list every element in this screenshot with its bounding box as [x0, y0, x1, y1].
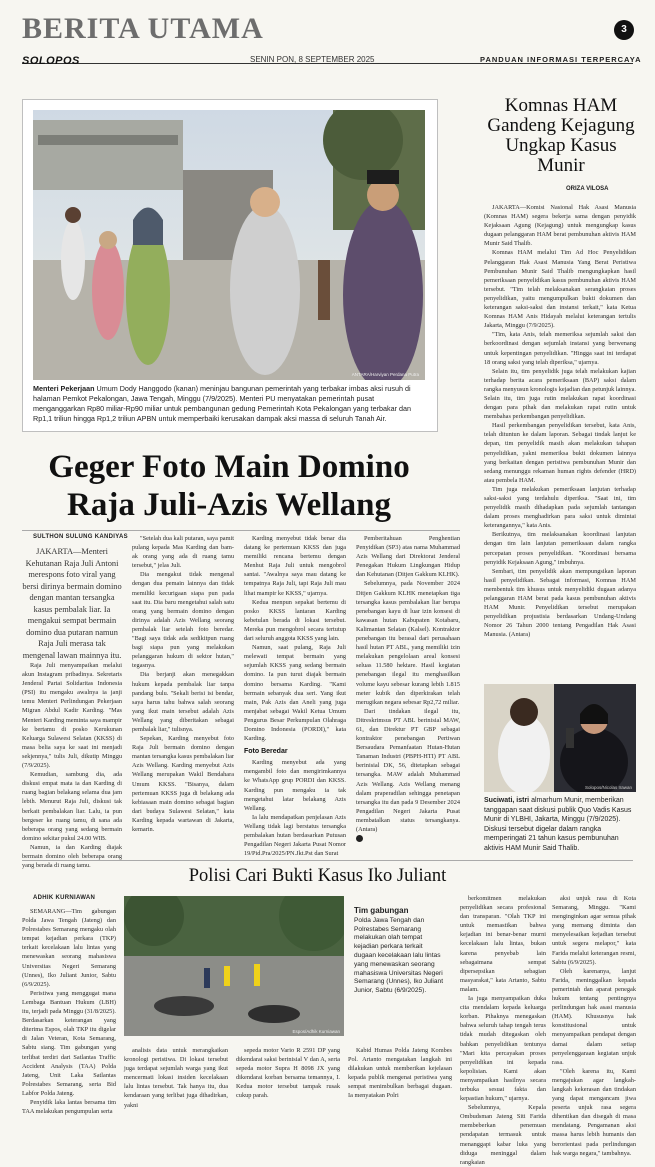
- section-rule: [22, 860, 633, 861]
- paragraph: Dia berjanji akan menegakkan hukum kepada pembalak liar tanpa pandang bulu. "Sekali berisi isi bendar, saya harus tahu bahwa salah seorang yang ikut main tersebut adalah Azis Wellang yang diberitakan sebagai pembalak liar," tulisnya.: [132, 671, 234, 733]
- paragraph: Namun, saat pulang, Raja Juli melewati tempat bermain yang sejumlah KKSS yang sedang bermain domino. Ia pun turut diajak bermain domino bersama Karding. "Kami bermain sebanyak dua seri. Yang ikut main, Pak Azis dan Aneli yang juga menjabat sebagai Wakil Ketua Umum Pengurus Besar Perkumpulan Olahraga Domino Indonesia (PORDI)," kata Karding.: [244, 644, 346, 743]
- suciwati-photo: [484, 684, 636, 792]
- paragraph: analisis data untuk merangkaikan kronologi peristiwa. Di lokasi tersebut juga terdapat sejumlah warga yang ikut mencermati lokasi insiden kecelakaan lalu lintas tersebut. Tak hanya itu, dua kendaraan yang terlibat juga dihadirkan, yakni: [124, 1047, 228, 1109]
- photo-credit: ANTARA/Harviyan Perdana Putra: [351, 372, 419, 377]
- lead-paragraph: JAKARTA—Menteri Kehutanan Raja Juli Antoni merespons foto viral yang bersi dirinya bermain domino dengan mantan tersangka kasus pembalak liar. Ia mengakui sempat bermain domino dua putaran namun Raja Juli merasa tak mengenal lawan mainnya itu.: [22, 547, 122, 660]
- paragraph: sepeda motor Vario R 2591 DP yang dikendarai saksi berinisial V dan A, serta sepeda motor Supra H 8098 JX yang dikendarai korban bersama temannya, I. Kedua motor tersebut tampak rusak cukup parah.: [236, 1047, 340, 1100]
- suciwati-caption: [484, 796, 636, 854]
- paragraph: Hasil perkembangan penyelidikan tersebut, kata Anis, telah dituntun ke dalam laporan. Sebagai tindak lanjut ke depan, tim penyelidik masih akan melakukan tahapan penyelidikan, yakni memeriksa bukti dokumen lainnya yang berkaitan dengan peristiwa pembunuhan Munir dan sedang menunggu rekaman human rights defender (HRD) atau pembela HAM.: [484, 422, 636, 484]
- paragraph: berkomitmen melakukan penyelidikan secara profesional dan transparan. "Olah TKP ini untuk memastikan bahwa kejadian ini benar-benar murni kecelakaan lalu lintas, bukan karena penyebab lain sebagaimana sempat dipersepsikan sebagian masyarakat," kata Artanto, Sabtu malam.: [460, 895, 546, 993]
- end-of-article-icon: [356, 835, 363, 842]
- paragraph: Kabid Humas Polda Jateng Kombes Pol. Artanto mengatakan langkah ini dilakukan untuk memberikan kejelasan kepada publik mengenai peristiwa yang sempat menimbulkan berbagai dugaan. Ia menyatakan Polri: [348, 1047, 452, 1100]
- paragraph: Peristiwa yang menggugat mana Lembaga Bantuan Hukum (LBH) itu, terjadi pada Minggu (31/8/2025). Berdasarkan keterangan yang diterima Espos, olah TKP itu digelar di Jalan Veteran, Kota Semarang, Sabtu siang. Tim gabungan yang terlibat terdiri dari Satlantas Traffic Accident Analysis (TAA) Polda Jateng, Unit Laka Satlantas Polrestabes Semarang, serta Bid Labfor Polda Jateng.: [22, 989, 116, 1097]
- paragraph: Sebelumnya, pada November 2024 Ditjen Gakkum KLHK menetapkan tiga tersangka kasus pembalakan liar berupa penebangan kayu di luar izin konsesi di kawasan hutan Kabupaten Kotabaru, Kalimantan Selatan (Kalsel). Kontraktor penebangan itu berasal dari perusahaan hasil hutan PT ABL, yang memiliki izin melakukan pengelolaan areal konsesi seluas 11.580 hektare. Hasil kegiatan penebangan ilegal itu menghasilkan volume kayu sebesar kurang lebih 1.815 meter kubik dan diperkirakan telah merugikan negara sebesar Rp2,72 miliar.: [356, 580, 460, 706]
- caption-text: Umum Dody Hanggodo (kanan) meninjau bangunan pemerintah yang terbakar imbas aksi rusuh di halaman Pemkot Pekalongan, Jawa Tengah, Minggu (7/9/2025). Menteri PU menyatakan pemerintah pusat menganggarkan Rp80 miliar-Rp90 miliar untuk pembangunan gedung Pemerintah Kota Pekalongan yang terbakar dan Rp1,1 triliun hingga Rp1,2 triliun APBN untuk memperbaiki kerusakan dampak aksi massa di seluruh Tanah Air.: [33, 384, 411, 423]
- newspaper-logo: SOLOPOS: [22, 55, 80, 67]
- polisi-column-3: [236, 1046, 340, 1101]
- caption-title: Menteri Pekerjaan: [33, 384, 95, 393]
- komnas-headline: Komnas HAM Gandeng Kejagung Ungkap Kasus Munir: [487, 95, 635, 176]
- paragraph: Tim juga melakukan pemeriksaan lanjutan terhadap saksi-saksi yang terdahulu diperiksa. "Saat ini, tim penyelidik masih dihadapkan pada sejumlah tantangan dalam proses menghadirkan para saksi untuk dimintai keterangannya," kata Anis.: [484, 485, 636, 530]
- paragraph: Namun, ia dan Karding diajak bermain domino oleh beberapa orang yang berada di ruang tamu.: [22, 843, 122, 870]
- polisi-column-1: [22, 907, 116, 1116]
- main-column-2: [132, 534, 234, 834]
- paragraph: Karding menyebut tidak benar dia datang ke pertemuan KKSS dan juga memiliki rencana bertemu dengan Menhut Raja Juli untuk mengobrol santai. "Awalnya saya mau datang ke tempatnya Raja Juli, tapi Raja Juli mau lihat mampir ke KKSS," ujarnya.: [244, 535, 346, 597]
- komnas-body: [484, 203, 636, 640]
- tkp-caption: [354, 907, 444, 996]
- paragraph: Dia mengakui tidak mengenal dengan dua pemain lainnya dan tidak memiliki kecurigaan siapa pun pada saat itu. Dia baru mengetahui salah satu orang yang bermain domino dengan dirinya adalah Azis Wellang seorang pembalak liar setelah foto beredar. "Bagi saya tidak ada sedikitpun ruang bagi siapa pun yang melakukan pelanggaran hukum di sektor hutan," tegasnya.: [132, 571, 234, 670]
- paragraph: Kedua menpun sepakat bertemu di posko KKSS lantaran Karding kebetulan berada di lokasi tersebut. Mereka pun mengobrol secara tertutup dari seluruh anggota KKSS yang lain.: [244, 598, 346, 643]
- paragraph: aksi unjuk rasa di Kota Semarang, Minggu. "Kami menginginkan agar semua pihak yang memang diminta dan menyelesaikan kejadian tersebut untuk segera melapor," kata Farida melalui keterangan resmi, Sabtu (6/9/2025).: [552, 895, 636, 966]
- caption-title: Tim gabungan: [354, 906, 409, 915]
- paragraph: Karding menyebut ada yang mengambil foto dan mengirimkannya ke WhatsApp grup PORDI dan KKSS. Karding pun mengaku ia tak mengetahui latar belakang Azis Wellang.: [244, 759, 346, 812]
- main-photo: [33, 110, 425, 380]
- caption-text: Polda Jawa Tengah dan Polrestabes Semarang melakukan olah tempat kejadian perkara terkait dugaan kecelakaan lalu lintas yang menewaskan seorang mahasiswa Universitas Negeri Semarang (Unnes), Iko Juliant Junior, Sabtu (6/9/2025).: [354, 916, 444, 995]
- caption-title: Suciwati, istri: [484, 797, 530, 804]
- edition-date: SENIN PON, 8 SEPTEMBER 2025: [250, 55, 375, 64]
- paragraph: Sebelumnya, Kepala Ombudsman Jateng Siti Farida membeberkan penemuan pendapatan termasuk untuk menanggapi kabar luka yang diduga meninggal dalam rangkaian: [460, 1104, 546, 1166]
- paragraph: JAKARTA—Komisi Nasional Hak Asasi Manusia (Komnas HAM) segera bekerja sama dengan penyidik Kejaksaan Agung (Kejagung) untuk mengungkap kasus dugaan pelanggaran HAM berat pembunuhan aktivis HAM Munir Said Thalib.: [484, 204, 636, 248]
- byline: SULTHON SULUNG KANDIYAS: [33, 534, 128, 540]
- photo-credit: Solopos/Nicolas Irawan: [584, 785, 632, 790]
- caption-text: almarhum Munir, memberikan tanggapan saat diskusi publik Quo Vadis Kasus Munir di YLBHI, Jakarta, Minggu (7/9/2025). Diskusi tersebut digelar dalam rangka memperingati 21 tahun kasus pembunuhan aktivis HAM Munir Said Thalib.: [484, 797, 632, 852]
- paragraph: Ia juga menyampaikan duka cita mendalam kepada keluarga korban. Pihaknya menegaskan bahwa seluruh tahap tengah terus tidak mudah ditegaskan oleh bahkan penyelidikan tentunya "Mari kita percayakan proses penyelidikan ini kepada kepolisian. Kami akan menyampaikan hasilnya secara terbuka sesuai fakta dan kepastian hukum," ujarnya.: [460, 995, 546, 1103]
- paragraph: Berikutnya, tim melaksanakan koordinasi lanjutan dengan tim lain lanjutan pemeriksaan dalam rangka percepatan proses penyelidikan. "Koordinasi bersama penyidik Kejaksaan Agung," imbuhnya.: [484, 531, 636, 566]
- komnas-byline: ORIZA VILOSA: [566, 186, 609, 192]
- polisi-column-4: [348, 1046, 452, 1101]
- paragraph: Dari tindakan ilegal itu, Ditreskrimsus PT ABL berinisial MAW, 61, dan Direktur PT GBP sebagai kontraktor penebangan Pertiwan Bersaudara Pemanfaatan Hutan-Hutan Tanaman Industri (PBPH-HTI) PT ABL berinisial DK, 56, ditetapkan sebagai tersangka. MAW adalah Muhammad Azis Wellang. Azis Wellang menang dalam praperadilan sehingga penetapan tersangka itu dan pada 9 Desember 2024 Pengadilan Negeri Jakarta Pusat membatalkan status tersangkanya. (Antara): [356, 707, 460, 833]
- paragraph: Kemudian, sambung dia, ada diskusi empat mata ia dan Karding di ruang bagian belakang selama dua jam lebih. Menurut Raja Juli, diskusi tak berkait pembalakan liar. Lalu, ia pun bergeser ke ruang tamu, di sana ada beberapa orang yang sedang bermain domino sekitar pukul 24.00 WIB.: [22, 771, 122, 842]
- photo-credit: Espos/Adhik Kurniawan: [292, 1029, 340, 1034]
- tkp-photo: [124, 896, 344, 1036]
- tagline: PANDUAN INFORMASI TERPERCAYA: [480, 55, 642, 64]
- polisi-column-6: [552, 894, 636, 1158]
- paragraph: Oleh karenanya, lanjut Farida, meninggalkan kepada pemerintah dan aparat penegak hukum tentang pentingnya perlindungan hak asasi manusia (HAM). Khususnya hak konstitusional untuk menyampaikan pendapat dengan damai dalam setiap penyelenggaraan kegiatan unjuk rasa.: [552, 967, 636, 1066]
- polisi-column-5: [460, 894, 546, 1167]
- main-column-4: [356, 534, 460, 843]
- headline-line-1: Geger Foto Main Domino: [48, 449, 410, 485]
- headline-line-2: Raja Juli-Azis Wellang: [67, 487, 391, 523]
- section-title: BERITA UTAMA: [22, 12, 264, 45]
- paragraph: Raja Juli menyampaikan melalui akun Instagram pribadinya. Sekretaris Jenderal Partai Solidaritas Indonesia (PSI) itu mengaku awalnya ia janji temu Menteri Perlindungan Pekerjaan Migran Abdul Kadir Karding. "Mas Menteri Karding meminta saya mampir ke bertamu di posko Kerukunan Keluarga Sulawesi Selatan (KKSS) di masa belia saya ke saat ini menjadi sekjennya," tulis Juli, dikutip Minggu (7/9/2025).: [22, 662, 122, 770]
- paragraph: Penyidik laka lantas bersama tim TAA melakukan pengumpulan serta: [22, 1098, 116, 1116]
- main-photo-caption: [33, 384, 425, 424]
- main-column-1: [22, 661, 122, 870]
- polisi-byline: ADHIK KURNIAWAN: [33, 895, 96, 901]
- page-number: 3: [614, 20, 634, 40]
- paragraph: Pemberitahuan Penghentian Penyidikan (SP3) atas nama Muhammad Azis Wellang dari Direktorat Jenderal Penegakan Hukum Lingkungan Hidup dan Kehutanan (Ditjen Gakkum KLHK).: [356, 535, 460, 579]
- headline-rule: [22, 530, 460, 531]
- paragraph: "Setelah dua kali putaran, saya pamit pulang kepada Mas Karding dan bam-ak orang yang ada di ruang tamu tersebut," jelas Juli.: [132, 535, 234, 570]
- polisi-headline: Polisi Cari Bukti Kasus Iko Juliant: [188, 866, 447, 886]
- paragraph: Selain itu, tim penyelidik juga telah melakukan kajian terhadap berita acara pemeriksaan (BAP) saksi dalam rangka menyusun kronologis kejadian dan petunjuk lainnya. Selain itu, tim juga rutin melakukan rapat koordinasi dengan para pihak dan melakukan rapat rutin untuk membahas perkembangan penyelidikan.: [484, 367, 636, 421]
- polisi-column-2: [124, 1046, 228, 1110]
- main-column-3: [244, 534, 346, 858]
- paragraph: "Oleh karena itu, Kami mengajukan agar langkah-langkah kekerasan dan tindakan yang dapat mengancam jiwa peserta unjuk rasa segera dihentikan dan disegah di masa mendatang. Pengamanan aksi massa harus lebih humanis dan berorientasi pada perlindungan hak warga negara," tambahnya.: [552, 1067, 636, 1157]
- paragraph: SEMARANG—Tim gabungan Polda Jawa Tengah (Jateng) dan Polrestabes Semarang mengaku olah tempat kejadian perkara (TKP) terkait kecelakaan lalu lintas yang menewaskan seorang mahasiswa Universitas Negeri Semarang (Unnes), Iko Juliant Junior, Sabtu (6/9/2025).: [22, 908, 116, 988]
- main-headline: [30, 448, 428, 524]
- paragraph: Sembari, tim penyelidik akan mempungsikan laporan hasil penyelidikan. Sebagai informasi, Komnas HAM membentuk tim khusus untuk menyelidiki dugaan adanya pelanggaran HAM berat pada kasus pembunuhan aktivis HAM Munir. Penyelidikan tersebut merupakan penyelidikan projustisia berdasarkan Undang-Undang Nomor 26 Tahun 2000 tentang Pengadilan Hak Asasi Manusia. (Antara): [484, 567, 636, 639]
- paragraph: Ia lalu mendapatkan penjelasan Azis Wellang tidak lagi berstatus tersangka pembalakan hutan berdasarkan Putusan Pengadilan Negeri Jakarta Pusat Nomor 19/Pid.Pra/2025/PN.Jkt.Pst dan Surat: [244, 813, 346, 858]
- paragraph: Komnas HAM melalui Tim Ad Hoc Penyelidikan Pelanggaran Hak Asasi Manusia Yang Berat Peristiwa Pembunuhan Munir Said Thalib mengungkapkan hasil pemeriksaan penyelidikan kasus pembunuhan aktivis HAM tersebut. "Tim telah melaksanakan serangkaian proses penyelidikan, yaitu mengumpulkan bukti dokumen dan keterangan saksi-saksi dan instansi terkait," kata Ketua Komnas HAM Anis Hidayah melalui keterangan tertulis Jakarta, Minggu (7/9/2025).: [484, 249, 636, 330]
- paragraph: "Tim, kata Anis, telah memeriksa sejumlah saksi dan berkoordinasi dengan sejumlah instansi yang berwenang untuk kepentingan penyelidikan. "Hingga saat ini terdapat 18 orang saksi yang telah diperiksa," ujarnya.: [484, 331, 636, 366]
- paragraph: Sepekan, Karding menyebut foto Raja Juli bermain domino dengan mantan tersangka kasus pembalakan liar Azis Wellang. Karding menyebut Azis Wellang merupakan Wakil Bendahara Umum KKSS. "Bisanya, dalam pertemuan KKSS juga di belakang ada kebiasaan main domino sebagai bagian dari budaya Sulawesi Selatan," kata Karding kepada wartawan di Jakarta, kemarin.: [132, 735, 234, 833]
- subheading: Foto Beredar: [244, 748, 288, 756]
